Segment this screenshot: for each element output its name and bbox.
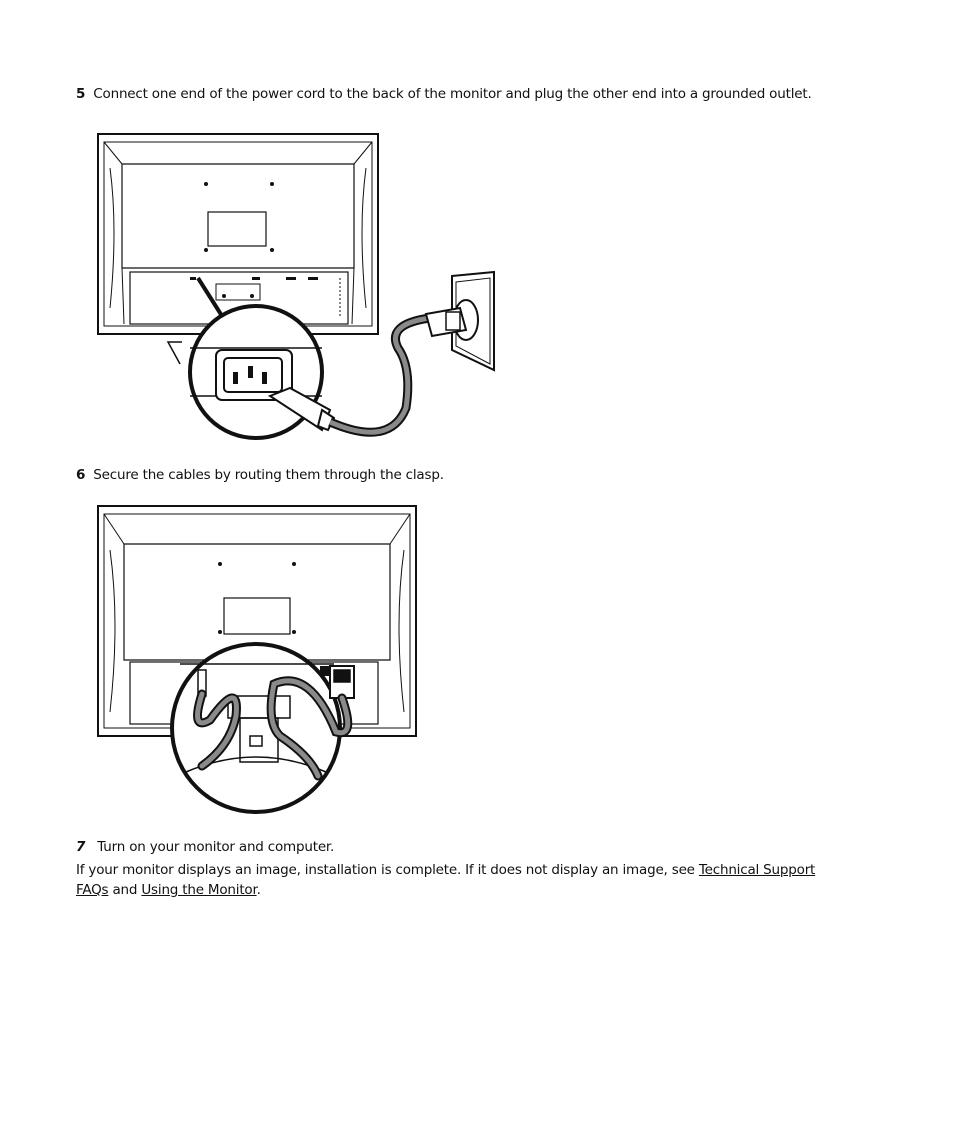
- technical-support-faqs-link[interactable]: Technical Support FAQs: [76, 862, 816, 898]
- step-5: [76, 84, 812, 104]
- step-7: [76, 837, 334, 857]
- wall-outlet-icon: [426, 272, 494, 370]
- completion-text: If your monitor displays an image, installation is complete. If it does not display an image, see: [76, 862, 699, 878]
- step-number: 7: [76, 839, 86, 855]
- completion-conjunction: and: [108, 882, 142, 898]
- step-number: 5: [76, 86, 86, 102]
- monitor-back-clasp-illustration: [90, 502, 422, 818]
- zoom-circle: [172, 644, 340, 812]
- step-text: Turn on your monitor and computer.: [97, 839, 335, 855]
- step-number: 6: [76, 467, 86, 483]
- step-6: [76, 465, 444, 485]
- step-text: Connect one end of the power cord to the back of the monitor and plug the other end into a grounded outlet.: [93, 86, 812, 102]
- step-text: Secure the cables by routing them through the clasp.: [93, 467, 444, 483]
- completion-period: .: [256, 882, 261, 898]
- completion-paragraph: [76, 860, 846, 900]
- figure-cable-routing: [90, 502, 422, 818]
- monitor-back-power-illustration: [90, 128, 510, 443]
- figure-power-cord-connection: [90, 128, 510, 443]
- using-the-monitor-link[interactable]: Using the Monitor: [141, 882, 257, 898]
